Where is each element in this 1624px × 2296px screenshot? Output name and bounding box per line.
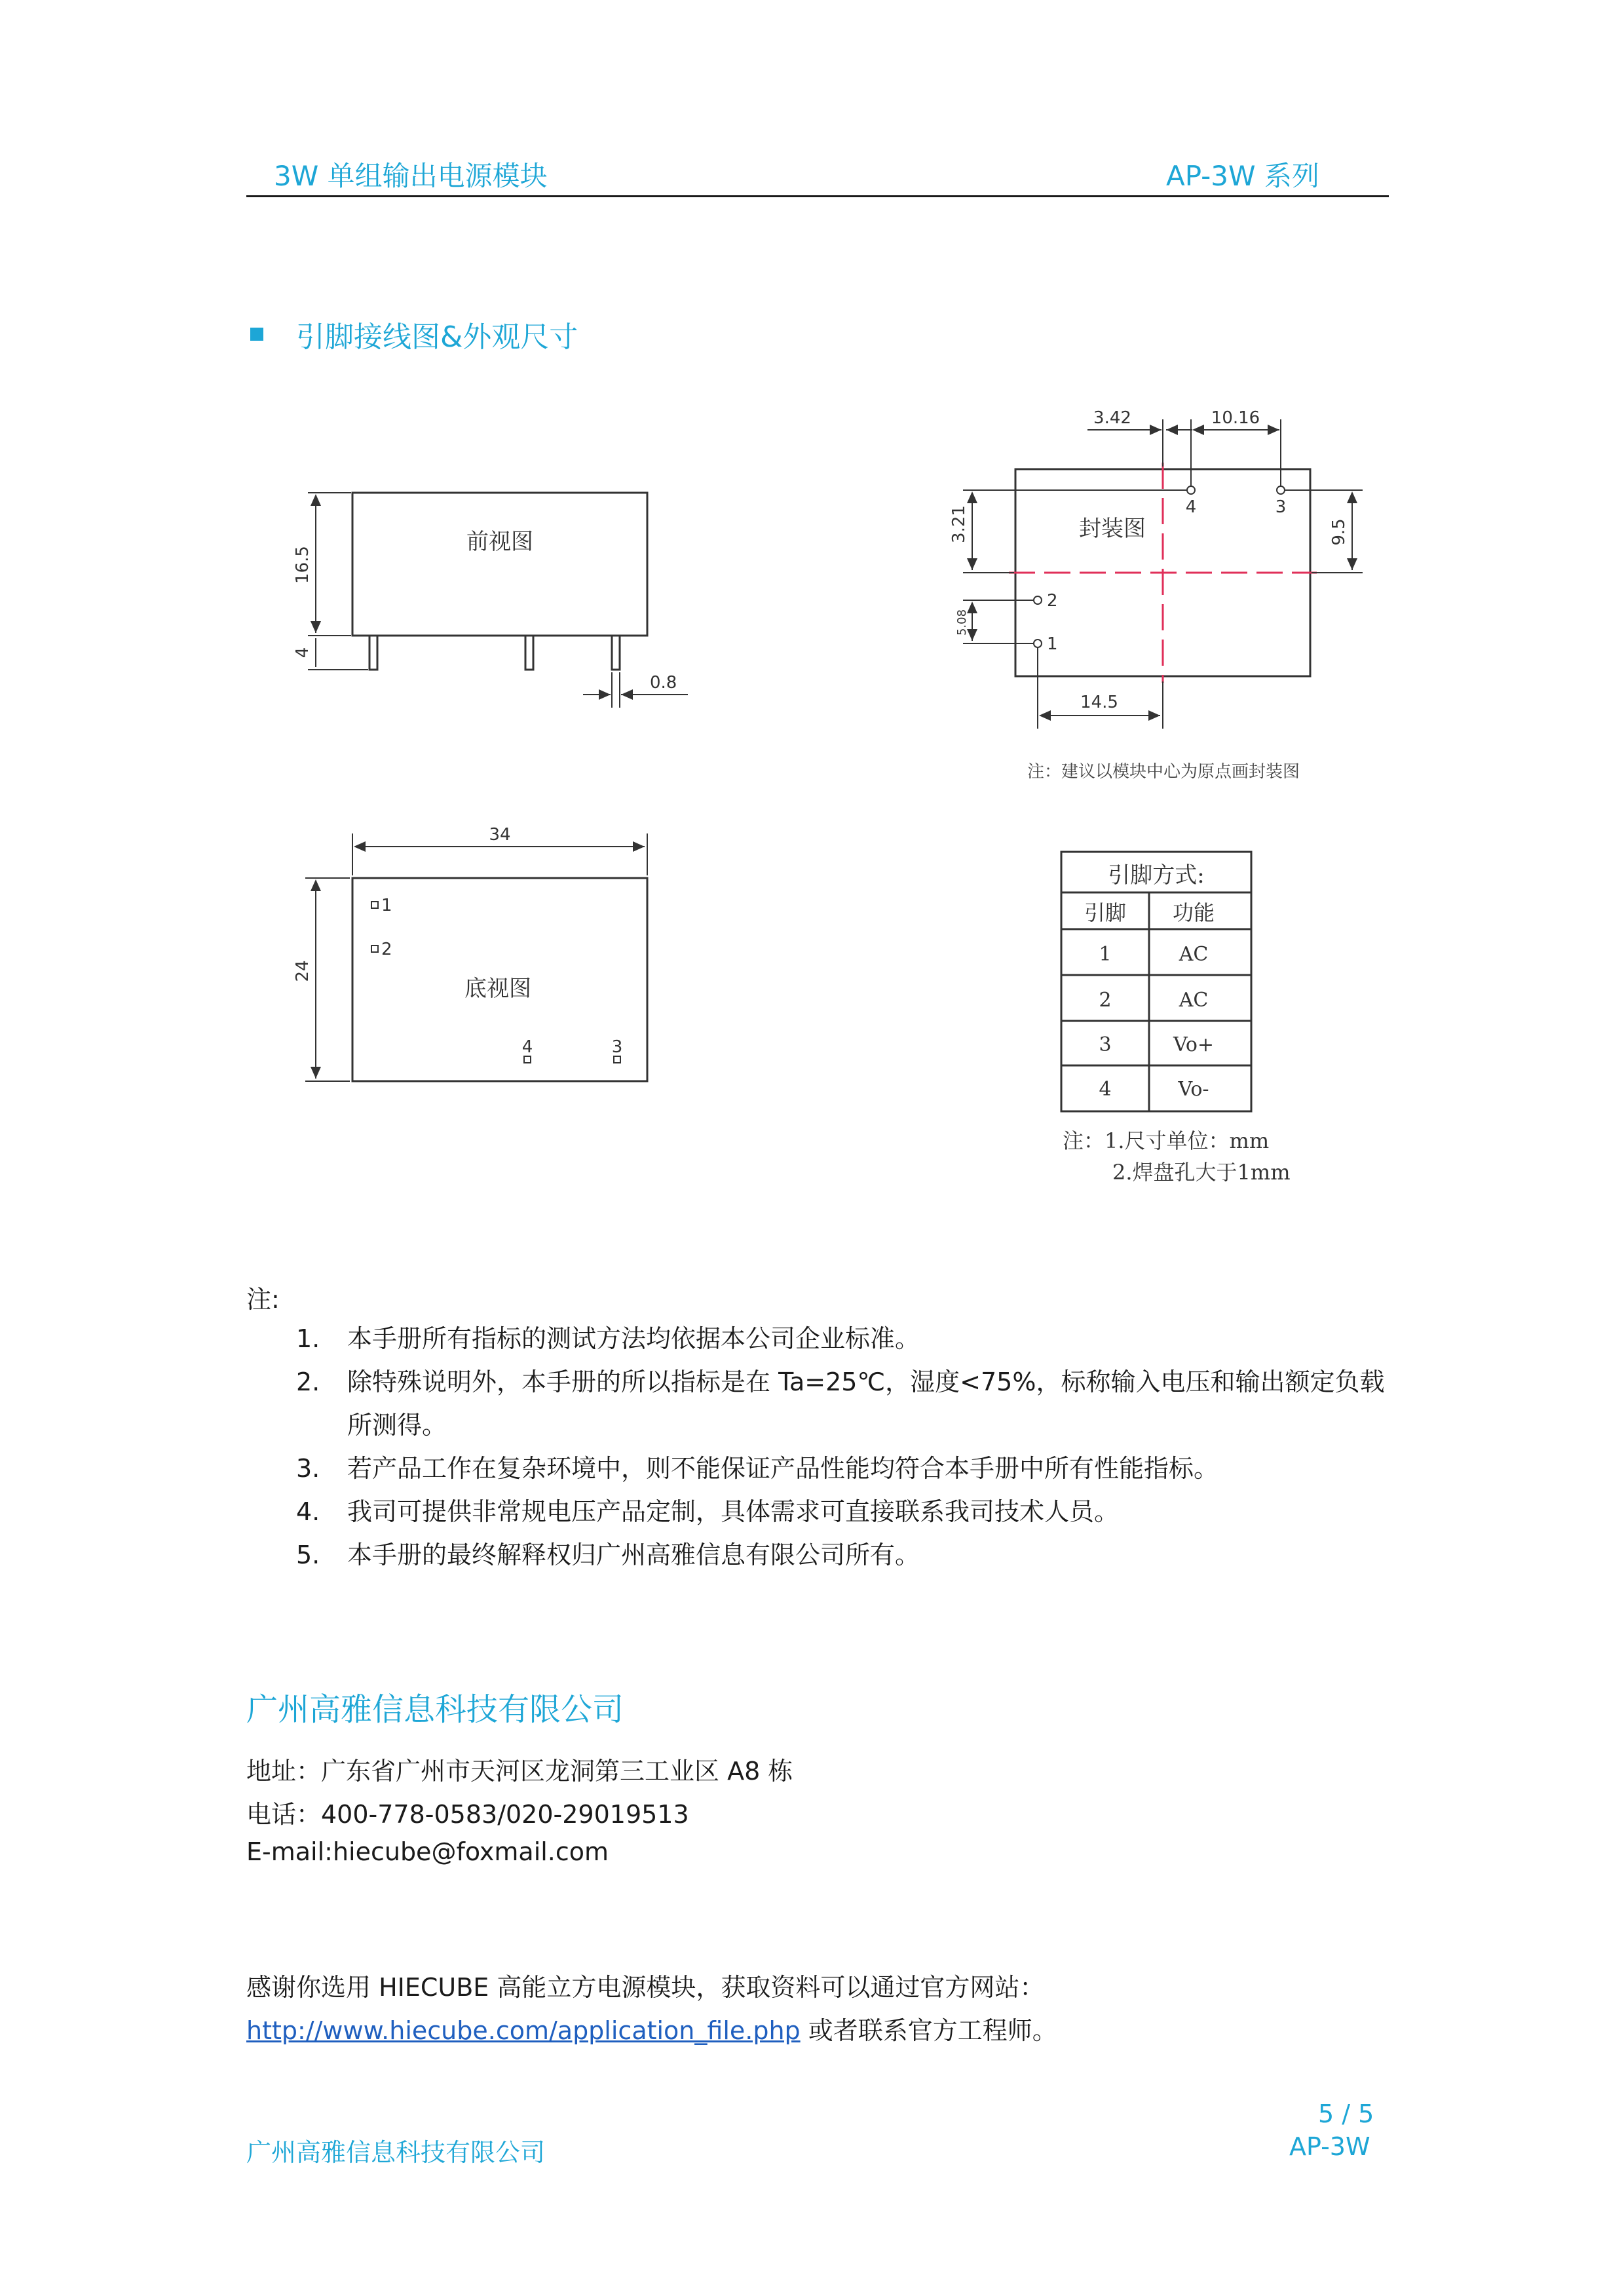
front-view-pin (612, 636, 620, 670)
note-item (296, 1360, 1397, 1447)
thanks-link-suffix: 或者联系官方工程师。 (800, 2016, 1057, 2045)
bottom-view (305, 833, 647, 1081)
bottom-pin-label-4: 4 (521, 1037, 533, 1057)
dim-package-top-offset: 3.21 (949, 505, 969, 543)
front-view (308, 493, 688, 708)
dim-package-bottom: 14.5 (1080, 693, 1118, 712)
dim-front-pin-width: 0.8 (650, 673, 677, 693)
dim-bottom-width: 34 (489, 825, 511, 845)
pin-table (1061, 852, 1251, 1111)
pin-table-cell-pin: 1 (1099, 943, 1112, 966)
note-number: 5. (296, 1540, 320, 1569)
footer-page: 5 / 5 (1318, 2099, 1374, 2128)
table-note-1: 注：1.尺寸单位：mm (1063, 1128, 1270, 1153)
dim-package-right: 9.5 (1329, 518, 1349, 546)
pin-table-border (1061, 852, 1251, 1111)
official-website-link[interactable]: http://www.hiecube.com/application_file.php (246, 2016, 801, 2045)
pin-table-cell-func: AC (1179, 989, 1209, 1012)
package-pin-3 (1277, 486, 1285, 494)
bottom-pin-2 (371, 946, 378, 952)
pin-table-cell-func: Vo- (1178, 1078, 1209, 1101)
package-pin-2 (1034, 596, 1042, 604)
pin-table-cell-func: Vo+ (1173, 1033, 1215, 1056)
header-series: AP-3W 系列 (1166, 160, 1319, 192)
note-text: 我司可提供非常规电压产品定制，具体需求可直接联系我司技术人员。 (347, 1497, 1120, 1526)
thanks-link-line (246, 2010, 1057, 2046)
company-email[interactable]: E-mail:hiecube@foxmail.com (246, 1837, 609, 1866)
footer-company: 广州高雅信息科技有限公司 (246, 2138, 546, 2167)
bottom-pin-3 (614, 1056, 620, 1063)
pin-table-title: 引脚方式: (1108, 862, 1205, 889)
bottom-pin-label-2: 2 (381, 940, 392, 959)
pin-table-cell-pin: 3 (1099, 1033, 1112, 1056)
notes-heading: 注: (246, 1285, 280, 1314)
package-pin-label-3: 3 (1275, 497, 1287, 517)
bottom-view-label: 底视图 (464, 976, 531, 1002)
package-pin-label-4: 4 (1185, 497, 1197, 517)
company-phone: 电话：400-778-0583/020-29019513 (246, 1800, 689, 1829)
bottom-pin-label-1: 1 (381, 896, 392, 915)
dim-front-pin-length: 4 (293, 647, 312, 659)
package-pin-1 (1034, 640, 1042, 647)
bottom-pin-1 (371, 902, 378, 908)
note-number: 2. (296, 1368, 320, 1396)
dim-package-pitch-top: 10.16 (1211, 408, 1260, 428)
dim-front-height: 16.5 (293, 546, 312, 584)
footer-model: AP-3W (1289, 2132, 1370, 2161)
package-note: 注：建议以模块中心为原点画封装图 (1027, 762, 1300, 782)
note-text: 若产品工作在复杂环境中，则不能保证产品性能均符合本手册中所有性能指标。 (347, 1454, 1219, 1483)
front-view-body (352, 493, 647, 636)
pin-table-cell-pin: 4 (1099, 1078, 1112, 1101)
pin-table-cell-func: AC (1179, 943, 1209, 966)
front-view-pin (369, 636, 377, 670)
pin-table-cell-pin: 2 (1099, 989, 1112, 1012)
note-number: 4. (296, 1497, 320, 1526)
pin-table-header-func: 功能 (1172, 900, 1215, 925)
section-title: 引脚接线图&外观尺寸 (296, 320, 578, 354)
note-number: 3. (296, 1454, 320, 1483)
note-text: 本手册所有指标的测试方法均依据本公司企业标准。 (347, 1324, 920, 1353)
package-view (963, 419, 1363, 729)
dim-package-pin-pitch: 5.08 (955, 609, 969, 636)
note-text: 本手册的最终解释权归广州高雅信息有限公司所有。 (347, 1540, 920, 1569)
pin-table-header-pin: 引脚 (1084, 900, 1127, 925)
dim-package-left: 3.42 (1093, 408, 1131, 428)
front-view-label: 前视图 (466, 529, 533, 555)
package-pin-label-1: 1 (1047, 634, 1058, 654)
front-view-pin (525, 636, 533, 670)
table-note-2: 2.焊盘孔大于1mm (1112, 1160, 1291, 1185)
note-number: 1. (296, 1324, 320, 1353)
dim-bottom-height: 24 (293, 960, 312, 982)
package-pin-4 (1187, 486, 1195, 494)
package-pin-label-2: 2 (1047, 591, 1058, 611)
bottom-pin-4 (524, 1056, 531, 1063)
company-name: 广州高雅信息科技有限公司 (246, 1691, 624, 1728)
bottom-pin-label-3: 3 (611, 1037, 623, 1057)
package-view-label: 封装图 (1079, 516, 1146, 542)
thanks-line: 感谢你选用 HIECUBE 高能立方电源模块，获取资料可以通过官方网站： (246, 1973, 1045, 2002)
note-text: 除特殊说明外，本手册的所以指标是在 Ta=25℃，湿度<75%，标称输入电压和输出额定负载所测得。 (347, 1368, 1385, 1440)
header-title: 3W 单组输出电源模块 (274, 160, 548, 192)
company-address: 地址：广东省广州市天河区龙洞第三工业区 A8 栋 (246, 1757, 793, 1786)
